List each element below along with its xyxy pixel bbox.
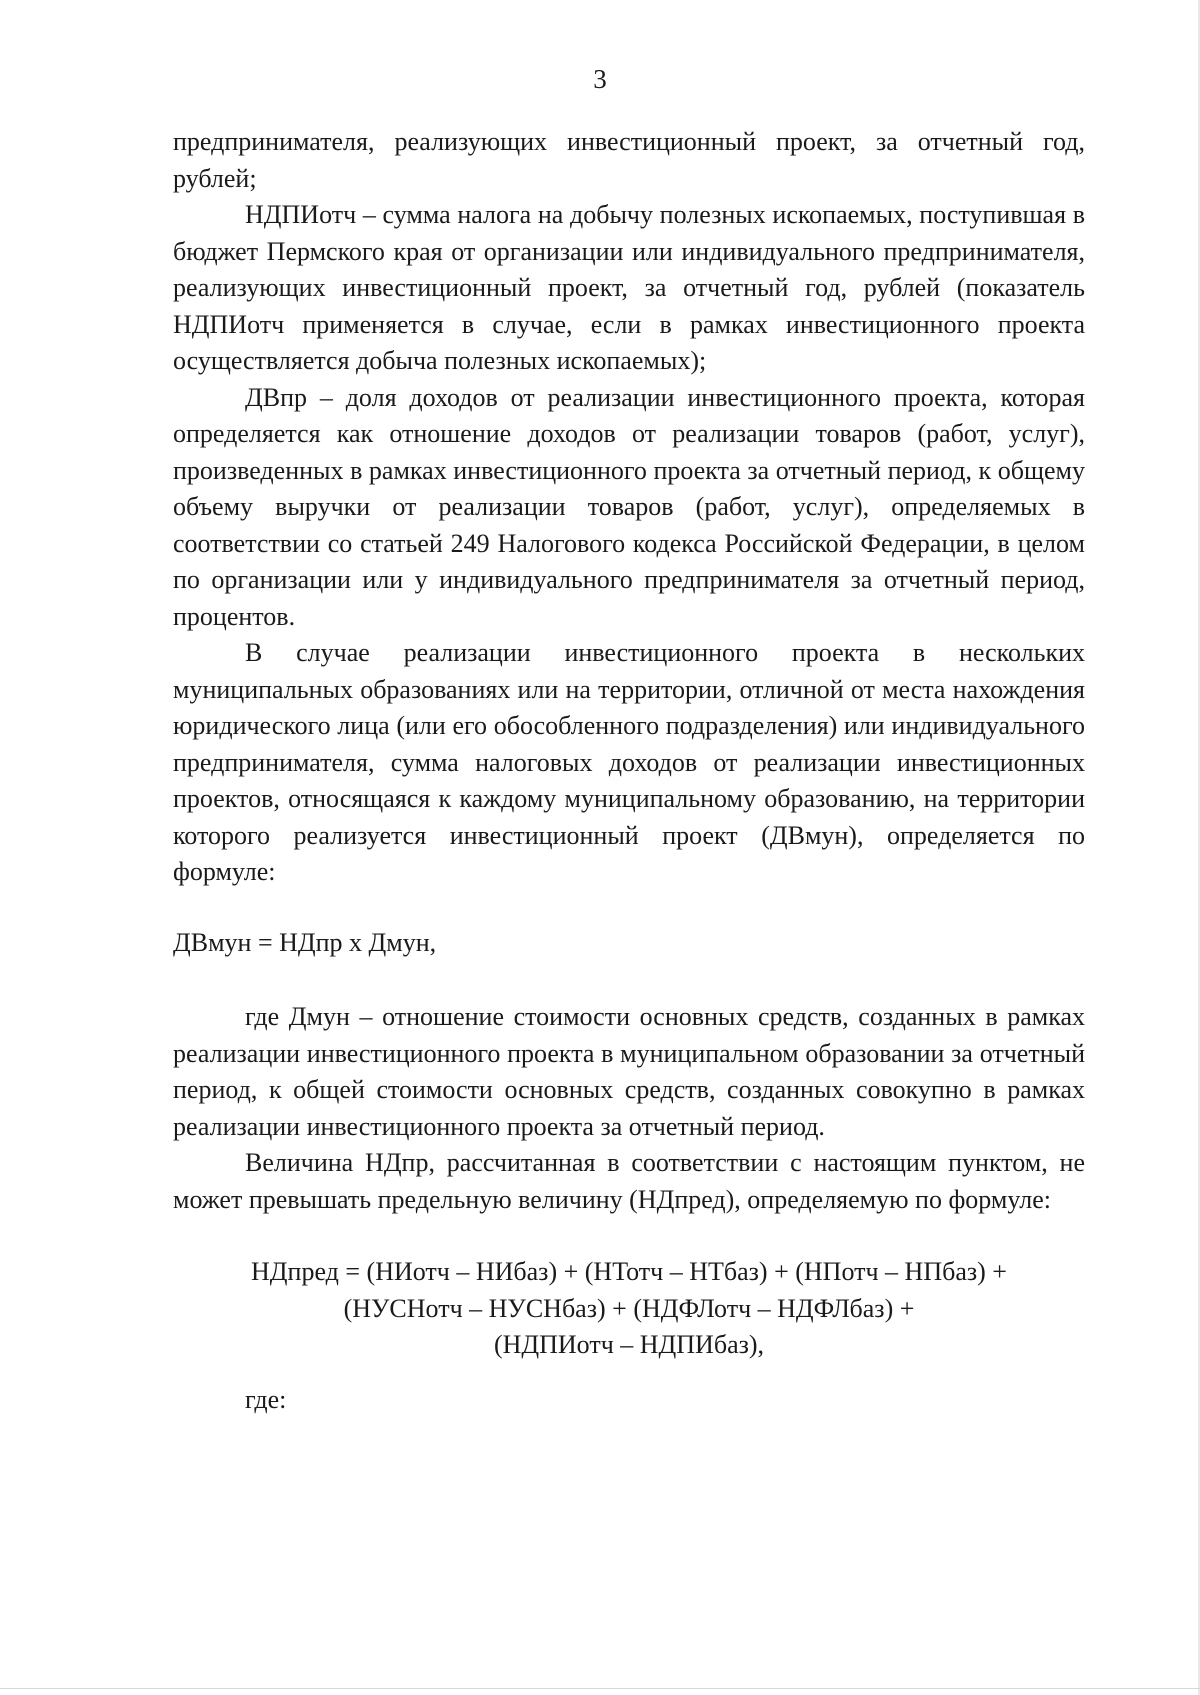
- where-label: где:: [245, 1384, 287, 1414]
- paragraph-dvpr-definition: ДВпр – доля доходов от реализации инвестиционного проекта, которая определяется как отношение доходов от реализации товаров (работ, услуг), произведенных в рамках инвестиционного проекта за отчетный период, к общему объему выручки от реализации товаров (работ, услуг), определяемых в соответствии со статьей 249 Налогового кодекса Российской Федерации, в целом по организации или у индивидуального предпринимателя за отчетный период, процентов.: [173, 382, 1085, 631]
- formula-ndpred-line-1: НДпред = (НИотч – НИбаз) + (НТотч – НТбаз) + (НПотч – НПбаз) +: [251, 1257, 1007, 1286]
- formula-dvmun: ДВмун = НДпр х Дмун,: [173, 927, 437, 957]
- paragraph-dmun-definition: где Дмун – отношение стоимости основных средств, созданных в рамках реализации инвестиционного проекта в муниципальном образовании за отчетный период, к общей стоимости основных средств, созданных совокупно в рамках реализации инвестиционного проекта за отчетный период.: [173, 1002, 1085, 1141]
- scan-edge-bottom: [0, 1688, 1200, 1689]
- paragraph-municipal-case: В случае реализации инвестиционного проекта в нескольких муниципальных образованиях или на территории, отличной от места нахождения юридического лица (или его обособленного подразделения) или индивидуального предпринимателя, сумма налоговых доходов от реализации инвестиционных проектов, относящаяся к каждому муниципальному образованию, на территории которого реализуется инвестиционный проект (ДВмун), определяется по формуле:: [173, 638, 1085, 886]
- document-body: [173, 124, 1085, 1418]
- paragraph-ndpi-definition: НДПИотч – сумма налога на добычу полезных ископаемых, поступившая в бюджет Пермского края от организации или индивидуального предпринимателя, реализующих инвестиционный проект, за отчетный год, рублей (показатель НДПИотч применяется в случае, если в рамках инвестиционного проекта осуществляется добыча полезных ископаемых);: [173, 200, 1085, 375]
- formula-ndpred-line-3: (НДПИотч – НДПИбаз),: [493, 1330, 765, 1359]
- formula-ndpred: [173, 1254, 1085, 1364]
- page-number: 3: [593, 64, 607, 94]
- paragraph-continuation: предпринимателя, реализующих инвестиционный проект, за отчетный год, рублей;: [173, 127, 1085, 193]
- paragraph-ndpr-limit: Величина НДпр, рассчитанная в соответствии с настоящим пунктом, не может превышать предельную величину (НДпред), определяемую по формуле:: [173, 1148, 1085, 1214]
- formula-ndpred-line-2: (НУСНотч – НУСНбаз) + (НДФЛотч – НДФЛбаз) +: [343, 1293, 915, 1323]
